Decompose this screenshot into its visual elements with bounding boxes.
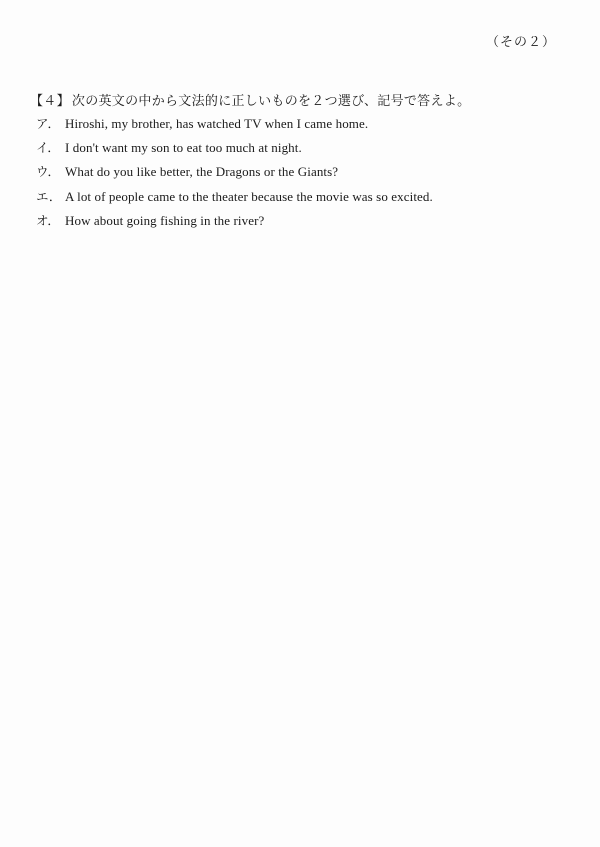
choice-text: How about going fishing in the river?	[65, 212, 265, 228]
question-number: 【４】	[30, 94, 70, 109]
page-number: （その２）	[485, 35, 556, 50]
choice-o	[36, 211, 570, 235]
choice-e	[36, 187, 570, 211]
choice-i	[36, 138, 570, 162]
choice-text: What do you like better, the Dragons or the Giants?	[65, 164, 339, 180]
choice-text: I don't want my son to eat too much at night.	[65, 140, 302, 156]
choice-u	[36, 162, 570, 186]
question-header	[30, 90, 570, 109]
choice-label: ア．	[36, 116, 61, 131]
question-4	[30, 90, 570, 235]
choice-label: ウ．	[36, 164, 61, 180]
choice-list	[30, 114, 570, 235]
question-instruction: 次の英文の中から文法的に正しいものを２つ選び、記号で答えよ。	[71, 94, 471, 109]
choice-text: Hiroshi, my brother, has watched TV when I came home.	[65, 116, 369, 131]
choice-label: オ．	[36, 212, 60, 228]
choice-text: A lot of people came to the theater because the movie was so excited.	[65, 188, 433, 204]
choice-label: イ．	[36, 140, 60, 156]
choice-label: エ．	[36, 188, 62, 204]
choice-a	[36, 114, 570, 138]
